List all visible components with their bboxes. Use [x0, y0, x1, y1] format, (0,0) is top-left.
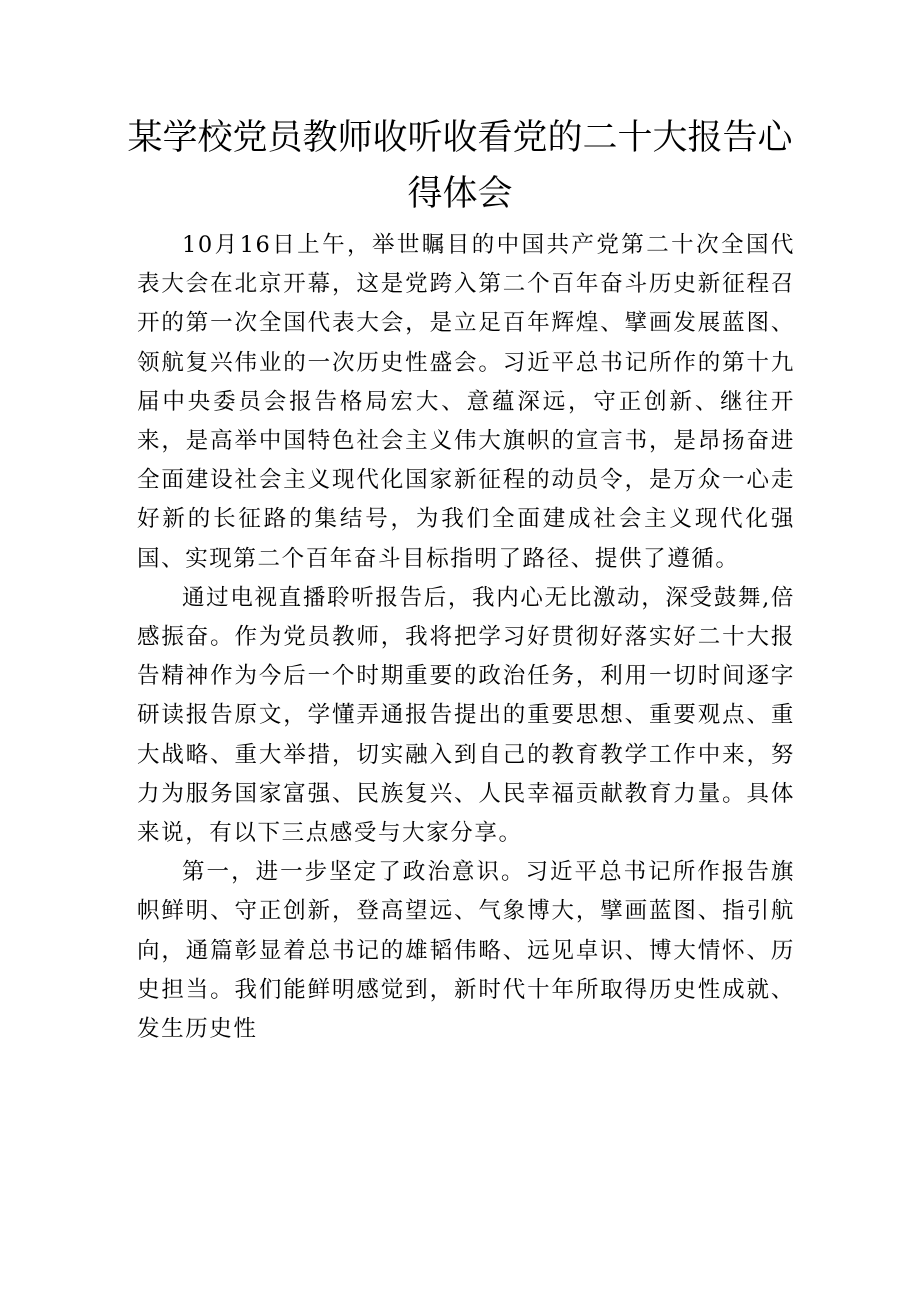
paragraph-1: 10月16日上午，举世瞩目的中国共产党第二十次全国代表大会在北京开幕，这是党跨入第二个百年奋斗历史新征程召开的第一次全国代表大会，是立足百年辉煌、擘画发展蓝图、领航复兴伟业的一次历史性盛会。习近平总书记所作的第十九届中央委员会报告格局宏大、意蕴深远，守正创新、继往开来，是高举中国特色社会主义伟大旗帜的宣言书，是昂扬奋进全面建设社会主义现代化国家新征程的动员令，是万众一心走好新的长征路的集结号，为我们全面建成社会主义现代化强国、实现第二个百年奋斗目标指明了路径、提供了遵循。: [137, 232, 795, 572]
document-body: [137, 226, 795, 1049]
paragraph-2: 通过电视直播聆听报告后，我内心无比激动，深受鼓舞,倍感振奋。作为党员教师，我将把学习好贯彻好落实好二十大报告精神作为今后一个时期重要的政治任务，利用一切时间逐字研读报告原文，学懂弄通报告提出的重要思想、重要观点、重大战略、重大举措，切实融入到自己的教育教学工作中来，努力为服务国家富强、民族复兴、人民幸福贡献教育力量。具体来说，有以下三点感受与大家分享。: [137, 584, 795, 847]
paragraph-3: 第一，进一步坚定了政治意识。习近平总书记所作报告旗帜鲜明、守正创新，登高望远、气象博大，擘画蓝图、指引航向，通篇彰显着总书记的雄韬伟略、远见卓识、博大情怀、历史担当。我们能鲜明感觉到，新时代十年所取得历史性成就、发生历史性: [137, 859, 795, 1043]
document-title: 某学校党员教师收听收看党的二十大报告心得体会: [127, 118, 793, 214]
